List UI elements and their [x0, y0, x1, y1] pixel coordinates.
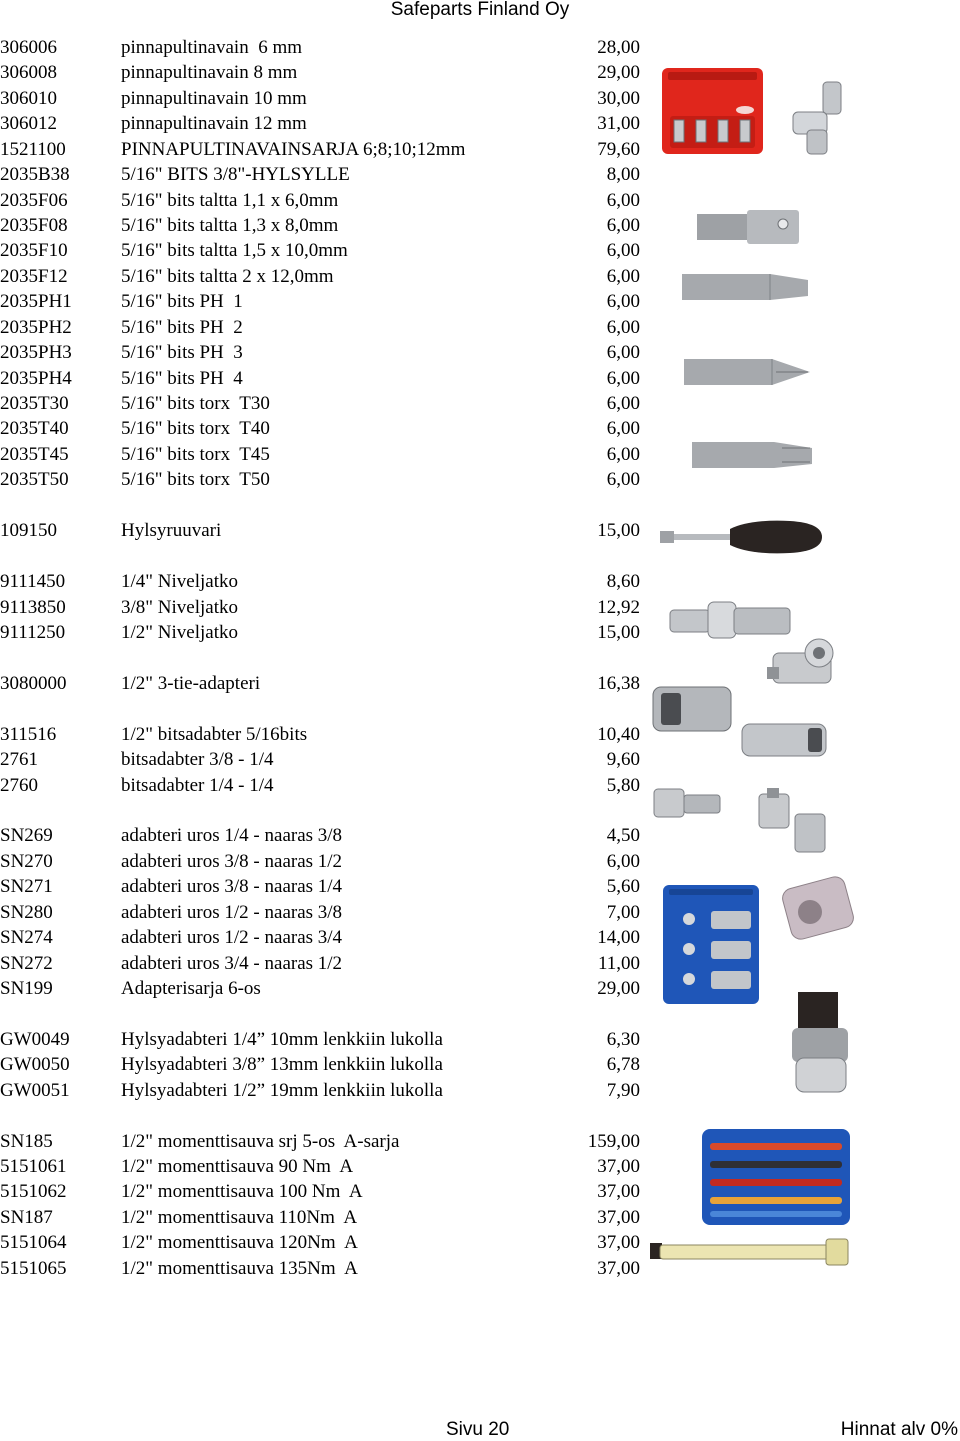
row-desc: 5/16" bits torx T45: [121, 443, 270, 465]
page-number: Sivu 20: [446, 1419, 510, 1440]
row-code: 2035F10: [0, 240, 68, 262]
table-row: [0, 213, 645, 238]
row-code: 306008: [0, 62, 57, 84]
row-desc: adabteri uros 3/8 - naaras 1/2: [121, 850, 343, 872]
row-desc: 5/16" bits taltta 1,3 x 8,0mm: [121, 215, 339, 236]
table-row: [0, 289, 645, 314]
row-price: 15,00: [597, 520, 640, 542]
row-price: 31,00: [597, 113, 640, 135]
row-code: 2761: [0, 749, 38, 770]
table-row: [0, 1179, 645, 1204]
row-price: 6,00: [606, 469, 640, 491]
phillips-bit-image: [684, 355, 812, 389]
row-desc: Hylsyadabteri 1/4” 10mm lenkkiin lukolla: [121, 1028, 443, 1050]
row-desc: 5/16" BITS 3/8"-HYLSYLLE: [121, 164, 350, 186]
table-row: [0, 951, 645, 976]
row-desc: adabteri uros 3/8 - naaras 1/4: [121, 876, 343, 898]
row-desc: 5/16" bits taltta 1,1 x 6,0mm: [121, 189, 339, 211]
row-price: 11,00: [597, 952, 640, 974]
table-row: [0, 1256, 645, 1281]
row-price: 159,00: [587, 1130, 640, 1152]
row-price: 14,00: [597, 927, 640, 948]
table-row: [0, 900, 645, 925]
row-price: 6,00: [606, 342, 640, 364]
table-row: [0, 340, 645, 365]
row-price: 79,60: [597, 138, 640, 160]
row-price: 37,00: [597, 1232, 640, 1254]
row-price: 30,00: [597, 87, 640, 109]
row-code: 2035T40: [0, 418, 69, 440]
row-desc: 1/2" Niveljatko: [121, 621, 238, 643]
row-code: SN185: [0, 1130, 53, 1152]
table-row: [0, 671, 645, 696]
row-price: 6,00: [606, 850, 640, 872]
flat-bit-image: [682, 270, 810, 304]
table-row: [0, 747, 645, 772]
row-code: 2035PH4: [0, 367, 72, 389]
screwdriver-image: [660, 517, 825, 557]
row-price: 6,30: [606, 1028, 640, 1050]
row-price: 37,00: [597, 1206, 640, 1228]
row-price: 6,00: [606, 291, 640, 313]
row-price: 6,00: [606, 393, 640, 414]
table-row: [0, 925, 645, 950]
row-desc: Hylsyadabteri 1/2” 19mm lenkkiin lukolla: [121, 1079, 443, 1101]
row-price: 29,00: [597, 62, 640, 84]
table-row: [0, 391, 645, 416]
row-code: SN274: [0, 927, 53, 948]
row-code: SN270: [0, 850, 53, 872]
row-desc: 1/2" momenttisauva srj 5-os A-sarja: [121, 1130, 400, 1152]
row-code: SN280: [0, 901, 53, 923]
row-desc: adabteri uros 3/4 - naaras 1/2: [121, 952, 343, 974]
row-desc: 5/16" bits PH 4: [121, 367, 243, 389]
row-price: 37,00: [597, 1181, 640, 1203]
stud-extractor-case-image: [660, 66, 765, 156]
row-price: 7,90: [606, 1079, 640, 1101]
table-row: [0, 1154, 645, 1179]
row-price: 6,00: [606, 265, 640, 287]
row-code: 311516: [0, 723, 57, 745]
row-desc: 5/16" bits torx T30: [121, 393, 270, 414]
row-code: 5151061: [0, 1155, 67, 1177]
row-desc: 1/2" momenttisauva 110Nm A: [121, 1206, 358, 1228]
row-desc: 1/2" bitsadabter 5/16bits: [121, 723, 308, 745]
row-code: SN271: [0, 876, 53, 898]
bits-socket-adapter-image: [651, 683, 733, 735]
row-code: SN199: [0, 977, 53, 999]
table-row: [0, 86, 645, 111]
row-desc: pinnapultinavain 6 mm: [121, 37, 303, 58]
table-row: [0, 60, 645, 85]
table-row: [0, 823, 645, 848]
row-desc: bitsadabter 3/8 - 1/4: [121, 749, 274, 770]
row-price: 6,00: [606, 240, 640, 262]
row-code: 109150: [0, 520, 57, 542]
row-price: 8,00: [606, 164, 640, 186]
row-price: 6,00: [606, 367, 640, 389]
row-price: 28,00: [597, 37, 640, 58]
socket-adapters-image: [755, 784, 830, 856]
table-row: [0, 874, 645, 899]
adapter-set-case-image: [661, 883, 761, 1006]
price-note: Hinnat alv 0%: [840, 1419, 958, 1440]
row-code: 2035PH2: [0, 316, 72, 338]
row-desc: pinnapultinavain 12 mm: [121, 113, 307, 135]
row-code: 2035PH3: [0, 342, 72, 364]
row-code: 2035T30: [0, 393, 69, 414]
row-code: 306006: [0, 37, 57, 58]
table-row: [0, 264, 645, 289]
table-row: [0, 442, 645, 467]
table-row: [0, 849, 645, 874]
row-desc: 5/16" bits taltta 2 x 12,0mm: [121, 265, 334, 287]
torque-extension-image: [650, 1235, 850, 1269]
row-price: 15,00: [597, 621, 640, 643]
row-desc: pinnapultinavain 10 mm: [121, 87, 307, 109]
row-desc: 3/8" Niveljatko: [121, 596, 238, 618]
row-code: 5151062: [0, 1181, 67, 1203]
row-desc: Hylsyruuvari: [121, 520, 222, 542]
row-desc: Adapterisarja 6-os: [121, 977, 261, 999]
row-code: SN187: [0, 1206, 53, 1228]
row-price: 6,78: [606, 1054, 640, 1076]
row-code: 9111450: [0, 571, 66, 592]
row-desc: 1/2" momenttisauva 100 Nm A: [121, 1181, 363, 1203]
row-code: 2035F06: [0, 189, 68, 211]
table-row: [0, 188, 645, 213]
row-code: 2035F12: [0, 265, 68, 287]
row-code: 2035PH1: [0, 291, 72, 313]
table-row: [0, 35, 645, 60]
row-price: 4,50: [606, 825, 640, 847]
torx-bit-image: [692, 438, 816, 472]
three-way-adapter-image: [765, 633, 840, 691]
row-code: SN272: [0, 952, 53, 974]
row-desc: adabteri uros 1/2 - naaras 3/8: [121, 901, 343, 923]
row-code: 2035T45: [0, 443, 69, 465]
table-row: [0, 1078, 645, 1103]
table-row: [0, 1129, 645, 1154]
row-code: 9113850: [0, 596, 66, 618]
table-row: [0, 595, 645, 620]
row-desc: Hylsyadabteri 3/8” 13mm lenkkiin lukolla: [121, 1054, 443, 1076]
table-row: [0, 1052, 645, 1077]
table-row: [0, 467, 645, 492]
row-code: 2035B38: [0, 164, 70, 186]
row-desc: pinnapultinavain 8 mm: [121, 62, 298, 84]
row-price: 6,00: [606, 189, 640, 211]
table-row: [0, 518, 645, 543]
reducer-adapter-image: [780, 872, 855, 942]
row-code: 306010: [0, 87, 57, 109]
row-code: GW0050: [0, 1054, 70, 1076]
table-row: [0, 366, 645, 391]
row-code: 2760: [0, 774, 38, 796]
row-price: 12,92: [597, 596, 640, 618]
row-code: GW0049: [0, 1028, 70, 1050]
row-desc: 5/16" bits torx T50: [121, 469, 270, 491]
row-desc: 1/2" momenttisauva 120Nm A: [121, 1232, 358, 1254]
row-price: 6,00: [606, 443, 640, 465]
table-row: [0, 416, 645, 441]
row-desc: 5/16" bits taltta 1,5 x 10,0mm: [121, 240, 348, 262]
row-code: 3080000: [0, 672, 67, 694]
row-price: 10,40: [597, 723, 640, 745]
row-desc: bitsadabter 1/4 - 1/4: [121, 774, 274, 796]
torque-extension-set-image: [700, 1127, 852, 1227]
row-price: 6,00: [606, 418, 640, 440]
table-row: [0, 238, 645, 263]
row-price: 5,80: [606, 774, 640, 796]
row-desc: 5/16" bits PH 2: [121, 316, 243, 338]
row-code: 5151065: [0, 1257, 67, 1279]
row-desc: 1/2" momenttisauva 135Nm A: [121, 1257, 358, 1279]
row-desc: 1/2" momenttisauva 90 Nm A: [121, 1155, 354, 1177]
table-row: [0, 722, 645, 747]
row-desc: 1/2" 3-tie-adapteri: [121, 672, 261, 694]
row-price: 7,00: [606, 901, 640, 923]
row-code: 2035F08: [0, 215, 68, 236]
table-row: [0, 137, 645, 162]
row-desc: adabteri uros 1/2 - naaras 3/4: [121, 927, 343, 948]
row-price: 6,00: [606, 316, 640, 338]
row-desc: 1/4" Niveljatko: [121, 571, 238, 592]
table-row: [0, 773, 645, 798]
row-price: 6,00: [606, 215, 640, 236]
small-adapter-image: [652, 783, 722, 823]
row-code: SN269: [0, 825, 53, 847]
row-desc: 5/16" bits PH 3: [121, 342, 243, 364]
table-row: [0, 1230, 645, 1255]
table-row: [0, 1027, 645, 1052]
row-code: 2035T50: [0, 469, 69, 491]
row-price: 5,60: [606, 876, 640, 898]
row-desc: 5/16" bits torx T40: [121, 418, 270, 440]
row-price: 37,00: [597, 1257, 640, 1279]
table-row: [0, 111, 645, 136]
row-code: 306012: [0, 113, 57, 135]
table-row: [0, 569, 645, 594]
company-header: Safeparts Finland Oy: [390, 0, 570, 20]
bits-adapter-long-image: [740, 720, 828, 760]
row-code: 1521100: [0, 138, 66, 160]
row-price: 29,00: [597, 977, 640, 999]
row-code: 9111250: [0, 621, 66, 643]
row-code: 5151064: [0, 1232, 67, 1254]
bits-adapter-image: [697, 208, 801, 244]
table-row: [0, 976, 645, 1001]
row-price: 16,38: [597, 672, 640, 694]
row-desc: adabteri uros 1/4 - naaras 3/8: [121, 825, 343, 847]
row-price: 8,60: [606, 571, 640, 592]
row-price: 9,60: [606, 749, 640, 770]
table-row: [0, 315, 645, 340]
table-row: [0, 162, 645, 187]
row-price: 37,00: [597, 1155, 640, 1177]
stud-extractor-image: [785, 78, 855, 158]
table-row: [0, 1205, 645, 1230]
row-desc: PINNAPULTINAVAINSARJA 6;8;10;12mm: [121, 138, 466, 160]
table-row: [0, 620, 645, 645]
row-desc: 5/16" bits PH 1: [121, 291, 243, 313]
row-code: GW0051: [0, 1079, 70, 1101]
lock-adapter-image: [778, 988, 866, 1098]
